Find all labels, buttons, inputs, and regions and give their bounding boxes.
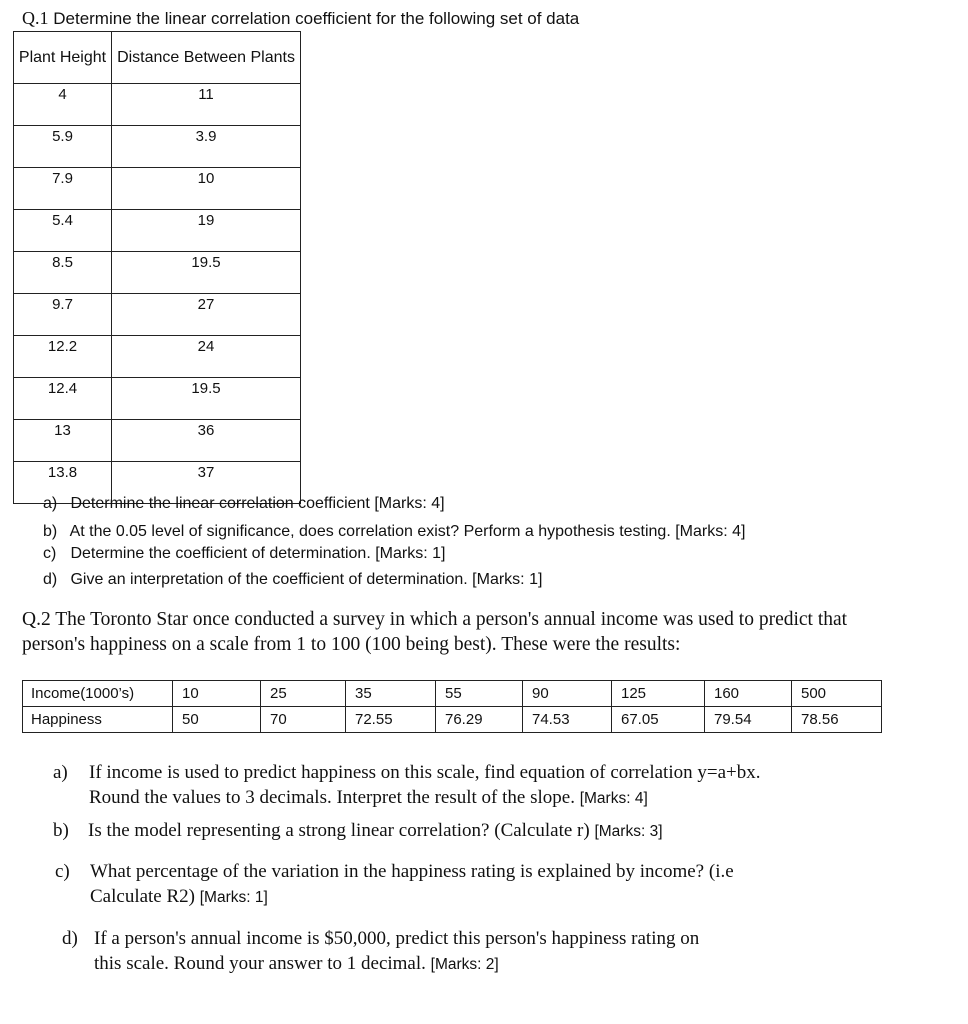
cell-distance: 19: [112, 210, 301, 252]
cell-happiness: 74.53: [523, 707, 612, 733]
cell-distance: 11: [112, 84, 301, 126]
q1-part-c: [43, 545, 445, 563]
q2-part-a: [53, 760, 933, 812]
cell-happiness: 67.05: [612, 707, 705, 733]
marks: [Marks: 2]: [430, 956, 499, 973]
part-line: Round the values to 3 decimals. Interpret the result of the slope.: [89, 787, 575, 808]
q1-number: Q.1: [22, 8, 49, 28]
cell-height: 13.8: [14, 462, 112, 504]
q1-part-a: [43, 495, 445, 513]
cell-happiness: 72.55: [346, 707, 436, 733]
cell-income: 35: [346, 681, 436, 707]
part-line: Is the model representing a strong linear correlation? (Calculate r): [88, 820, 590, 841]
cell-happiness: 78.56: [792, 707, 882, 733]
cell-income: 10: [173, 681, 261, 707]
part-line: Calculate R2): [90, 886, 195, 907]
table-row: [14, 336, 301, 378]
cell-distance: 27: [112, 294, 301, 336]
part-line: If a person's annual income is $50,000, predict this person's happiness rating on: [94, 928, 700, 949]
header-distance-between-plants: Distance Between Plants: [112, 32, 301, 84]
cell-happiness: 70: [261, 707, 346, 733]
table-row: [14, 420, 301, 462]
q2-part-c: [55, 859, 935, 911]
q1-part-d: [43, 571, 542, 589]
cell-income: 500: [792, 681, 882, 707]
cell-height: 7.9: [14, 168, 112, 210]
part-line: this scale. Round your answer to 1 decimal.: [94, 953, 426, 974]
part-label: b): [43, 523, 58, 540]
cell-distance: 19.5: [112, 378, 301, 420]
part-text: Determine the coefficient of determination. [Marks: 1]: [70, 545, 446, 562]
part-label: a): [43, 495, 58, 512]
table-row: [14, 84, 301, 126]
cell-happiness: 50: [173, 707, 261, 733]
table-header-row: [14, 32, 301, 84]
table-row: [14, 126, 301, 168]
q2-intro: Q.2 The Toronto Star once conducted a survey in which a person's annual income was used to predict that person's happiness on a scale from 1 to 100 (100 being best). These were the results:: [22, 609, 848, 655]
happiness-row: [23, 707, 882, 733]
row-header-income: Income(1000’s): [23, 681, 173, 707]
cell-height: 13: [14, 420, 112, 462]
cell-height: 4: [14, 84, 112, 126]
cell-height: 12.2: [14, 336, 112, 378]
cell-height: 12.4: [14, 378, 112, 420]
cell-happiness: 79.54: [705, 707, 792, 733]
q1-title-text: Determine the linear correlation coefficient for the following set of data: [53, 9, 580, 28]
table-row: [14, 252, 301, 294]
part-text: Give an interpretation of the coefficient of determination. [Marks: 1]: [70, 571, 543, 588]
cell-distance: 37: [112, 462, 301, 504]
q2-part-b: [53, 818, 933, 844]
cell-height: 5.4: [14, 210, 112, 252]
marks: [Marks: 4]: [579, 790, 648, 807]
marks: [Marks: 1]: [199, 889, 268, 906]
cell-distance: 10: [112, 168, 301, 210]
header-plant-height: Plant Height: [14, 32, 112, 84]
q1-data-table: [13, 31, 301, 504]
table-row: [14, 378, 301, 420]
row-header-happiness: Happiness: [23, 707, 173, 733]
q1-part-b: [43, 523, 745, 541]
cell-income: 90: [523, 681, 612, 707]
part-text: Determine the linear correlation coefficient [Marks: 4]: [70, 495, 445, 512]
cell-income: 160: [705, 681, 792, 707]
cell-income: 55: [436, 681, 523, 707]
q1-title: [22, 8, 579, 29]
q2-data-table: [22, 680, 882, 733]
cell-height: 8.5: [14, 252, 112, 294]
table-row: [14, 294, 301, 336]
cell-height: 9.7: [14, 294, 112, 336]
part-line: If income is used to predict happiness on this scale, find equation of correlation y=a+bx.: [89, 762, 761, 783]
table-row: [14, 210, 301, 252]
cell-distance: 19.5: [112, 252, 301, 294]
part-label: c): [55, 861, 70, 882]
cell-happiness: 76.29: [436, 707, 523, 733]
cell-distance: 24: [112, 336, 301, 378]
marks: [Marks: 3]: [594, 823, 663, 840]
cell-distance: 36: [112, 420, 301, 462]
part-label: c): [43, 545, 57, 562]
part-label: d): [62, 928, 78, 949]
cell-height: 5.9: [14, 126, 112, 168]
part-text: At the 0.05 level of significance, does correlation exist? Perform a hypothesis testing. [Marks: 4]: [69, 523, 746, 540]
income-row: [23, 681, 882, 707]
part-label: b): [53, 820, 69, 841]
q2-part-d: [62, 926, 942, 978]
part-label: d): [43, 571, 58, 588]
cell-distance: 3.9: [112, 126, 301, 168]
cell-income: 25: [261, 681, 346, 707]
part-label: a): [53, 762, 68, 783]
part-line: What percentage of the variation in the happiness rating is explained by income? (i.e: [90, 861, 734, 882]
cell-income: 125: [612, 681, 705, 707]
table-row: [14, 168, 301, 210]
